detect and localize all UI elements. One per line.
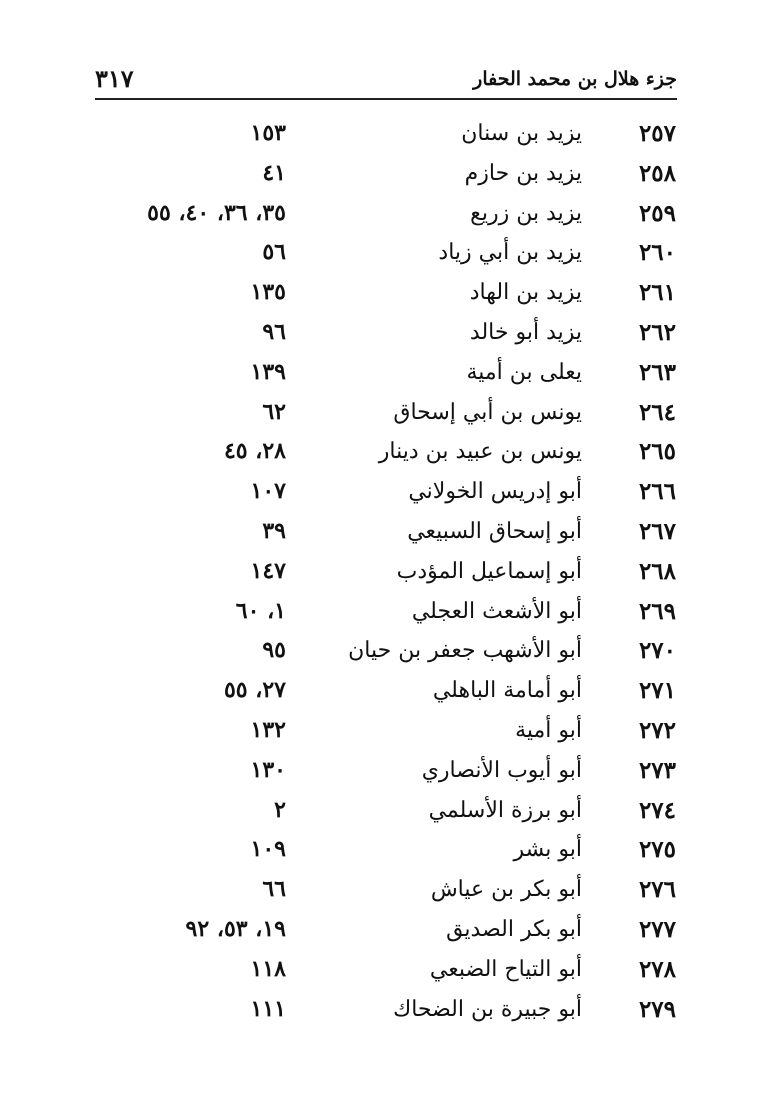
entry-number: ٢٦٦	[638, 478, 676, 506]
hadith-references: ٩٥	[262, 637, 286, 664]
narrator-name: أبو الأشهب جعفر بن حيان	[348, 638, 582, 664]
hadith-references: ٦٦	[262, 876, 286, 903]
entry-number: ٢٦٣	[638, 358, 676, 386]
hadith-references: ١٠٩	[250, 836, 286, 863]
narrator-name: يونس بن أبي إسحاق	[393, 399, 582, 425]
index-row	[0, 873, 764, 913]
hadith-references: ١١١	[250, 995, 286, 1022]
index-row	[0, 993, 764, 1033]
hadith-references: ١٩، ٥٣، ٩٢	[185, 915, 286, 942]
index-row	[0, 515, 764, 555]
hadith-references: ١٣٥	[250, 279, 286, 306]
narrator-name: أبو جبيرة بن الضحاك	[393, 996, 582, 1022]
hadith-references: ٢٨، ٤٥	[223, 438, 286, 465]
hadith-references: ١٣٢	[250, 716, 286, 743]
index-row	[0, 435, 764, 475]
entry-number: ٢٥٧	[638, 120, 676, 147]
narrator-name: أبو بشر	[513, 837, 582, 863]
narrator-name: أبو إسحاق السبيعي	[407, 518, 582, 544]
narrator-name: يونس بن عبيد بن دينار	[378, 439, 582, 465]
narrator-name: أبو أمية	[515, 717, 582, 743]
running-title: جزء هلال بن محمد الحفار	[473, 68, 677, 90]
entry-number: ٢٦٢	[638, 318, 676, 346]
index-row	[0, 953, 764, 993]
hadith-references: ١، ٦٠	[235, 597, 286, 624]
entry-number: ٢٧٨	[638, 955, 676, 983]
index-row	[0, 634, 764, 674]
hadith-references: ١١٨	[250, 955, 286, 982]
index-row	[0, 595, 764, 635]
entry-number: ٢٥٨	[638, 159, 676, 187]
narrator-name: يزيد بن زريع	[470, 200, 582, 226]
entry-number: ٢٦٥	[638, 438, 676, 466]
index-row	[0, 316, 764, 356]
narrator-name: يزيد بن حازم	[464, 160, 582, 186]
entry-number: ٢٧٣	[638, 756, 676, 784]
entry-number: ٢٧٤	[638, 796, 676, 824]
index-row	[0, 714, 764, 754]
entry-number: ٢٧٠	[638, 637, 676, 665]
narrator-name: أبو بكر الصديق	[446, 916, 582, 942]
entry-number: ٢٧٩	[638, 995, 676, 1023]
index-row	[0, 555, 764, 595]
hadith-references: ٣٥، ٣٦، ٤٠، ٥٥	[147, 199, 286, 226]
narrator-name: يزيد بن سنان	[461, 121, 582, 146]
hadith-references: ١٥٣	[250, 120, 286, 146]
hadith-references: ١٣٠	[250, 756, 286, 783]
entry-number: ٢٧٧	[638, 915, 676, 943]
entry-number: ٢٦٩	[638, 597, 676, 625]
index-row	[0, 117, 764, 157]
hadith-references: ٩٦	[262, 318, 286, 345]
index-row	[0, 674, 764, 714]
index-row	[0, 754, 764, 794]
narrator-name: أبو إدريس الخولاني	[408, 479, 582, 505]
index-row	[0, 794, 764, 834]
hadith-references: ١٠٧	[250, 478, 286, 505]
entry-number: ٢٦٤	[638, 398, 676, 426]
index-row	[0, 276, 764, 316]
index-row	[0, 833, 764, 873]
narrator-name: أبو التياح الضبعي	[429, 956, 582, 982]
entry-number: ٢٦٨	[638, 557, 676, 585]
index-row	[0, 913, 764, 953]
page-number: ٣١٧	[95, 64, 134, 93]
entry-number: ٢٧٢	[638, 716, 676, 744]
narrator-name: يعلى بن أمية	[466, 359, 582, 385]
narrator-name: أبو أيوب الأنصاري	[421, 757, 582, 783]
index-row	[0, 475, 764, 515]
hadith-references: ٤١	[262, 159, 286, 186]
index-row	[0, 157, 764, 197]
narrator-name: أبو برزة الأسلمي	[428, 797, 582, 823]
hadith-references: ١٤٧	[250, 557, 286, 584]
hadith-references: ٥٦	[262, 239, 286, 266]
entry-number: ٢٧١	[638, 677, 676, 705]
hadith-references: ٢٧، ٥٥	[223, 677, 286, 704]
page-header	[95, 58, 677, 100]
index-row	[0, 236, 764, 276]
narrator-name: أبو إسماعيل المؤدب	[396, 558, 582, 584]
entry-number: ٢٧٦	[638, 876, 676, 904]
entry-number: ٢٥٩	[638, 199, 676, 227]
entry-number: ٢٦٠	[638, 239, 676, 267]
entry-number: ٢٦١	[638, 279, 676, 307]
index-row	[0, 197, 764, 237]
narrator-name: أبو أمامة الباهلي	[432, 678, 582, 704]
hadith-references: ١٣٩	[250, 358, 286, 385]
narrator-name: يزيد بن أبي زياد	[438, 240, 582, 266]
narrator-name: أبو بكر بن عياش	[430, 877, 582, 903]
hadith-references: ٣٩	[262, 517, 286, 544]
index-list	[0, 117, 764, 1032]
index-row	[0, 356, 764, 396]
narrator-name: أبو الأشعث العجلي	[411, 598, 582, 624]
index-row	[0, 396, 764, 436]
hadith-references: ٦٢	[262, 398, 286, 425]
entry-number: ٢٦٧	[638, 517, 676, 545]
entry-number: ٢٧٥	[638, 836, 676, 864]
narrator-name: يزيد أبو خالد	[469, 319, 582, 345]
hadith-references: ٢	[274, 796, 286, 823]
narrator-name: يزيد بن الهاد	[469, 280, 582, 306]
